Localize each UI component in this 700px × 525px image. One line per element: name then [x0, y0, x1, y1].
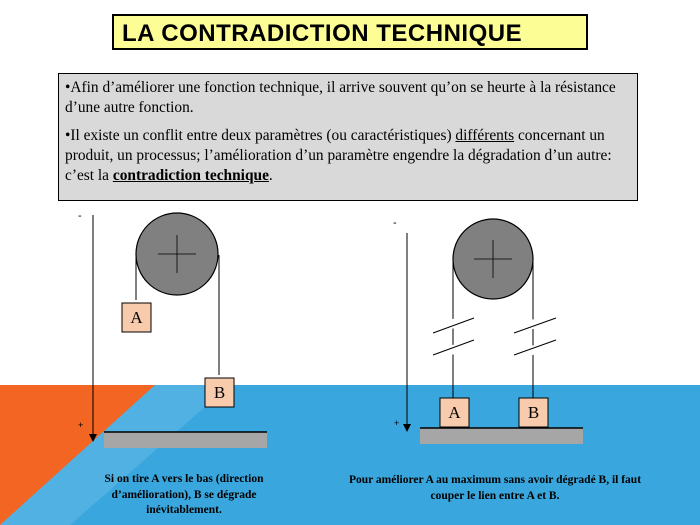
- left-caption: Si on tire A vers le bas (direction d’amélioration), B se dégrade inévitablement.: [104, 473, 264, 516]
- left-ground: [104, 432, 267, 448]
- info-p2-underlined: différents: [455, 127, 515, 144]
- info-paragraph-1: •Afin d’améliorer une fonction technique, il arrive souvent qu’on se heurte à la résistance d’une autre fonction.: [65, 79, 616, 116]
- info-p2-before: •Il existe un conflit entre deux paramètres (ou caractéristiques): [65, 127, 456, 144]
- left-minus-sign: -: [78, 210, 82, 222]
- left-mass-b-label: B: [213, 383, 226, 402]
- page-title: LA CONTRADICTION TECHNIQUE: [112, 14, 588, 50]
- info-p2-middle: concernant un produit, un processus; l’amélioration d’un paramètre engendre la dégradation d’un autre: c’est la: [65, 127, 612, 184]
- right-mass-b-label: B: [527, 403, 540, 422]
- info-paragraph-2: [65, 126, 631, 186]
- left-mass-a-label: A: [130, 308, 143, 327]
- info-p2-end: .: [268, 167, 273, 184]
- right-caption: Pour améliorer A au maximum sans avoir dégradé B, il faut couper le lien entre A et B.: [348, 474, 642, 502]
- right-cut-gap-b2: [514, 342, 556, 357]
- left-plus-sign: +: [78, 420, 84, 430]
- info-box: [58, 73, 638, 201]
- info-p2-bold: contradiction technique: [112, 167, 269, 184]
- right-mass-a-label: A: [448, 403, 461, 422]
- right-ground: [420, 428, 583, 444]
- right-minus-sign: -: [393, 217, 397, 229]
- right-plus-sign: +: [394, 418, 400, 428]
- right-cut-gap-b1: [514, 316, 556, 331]
